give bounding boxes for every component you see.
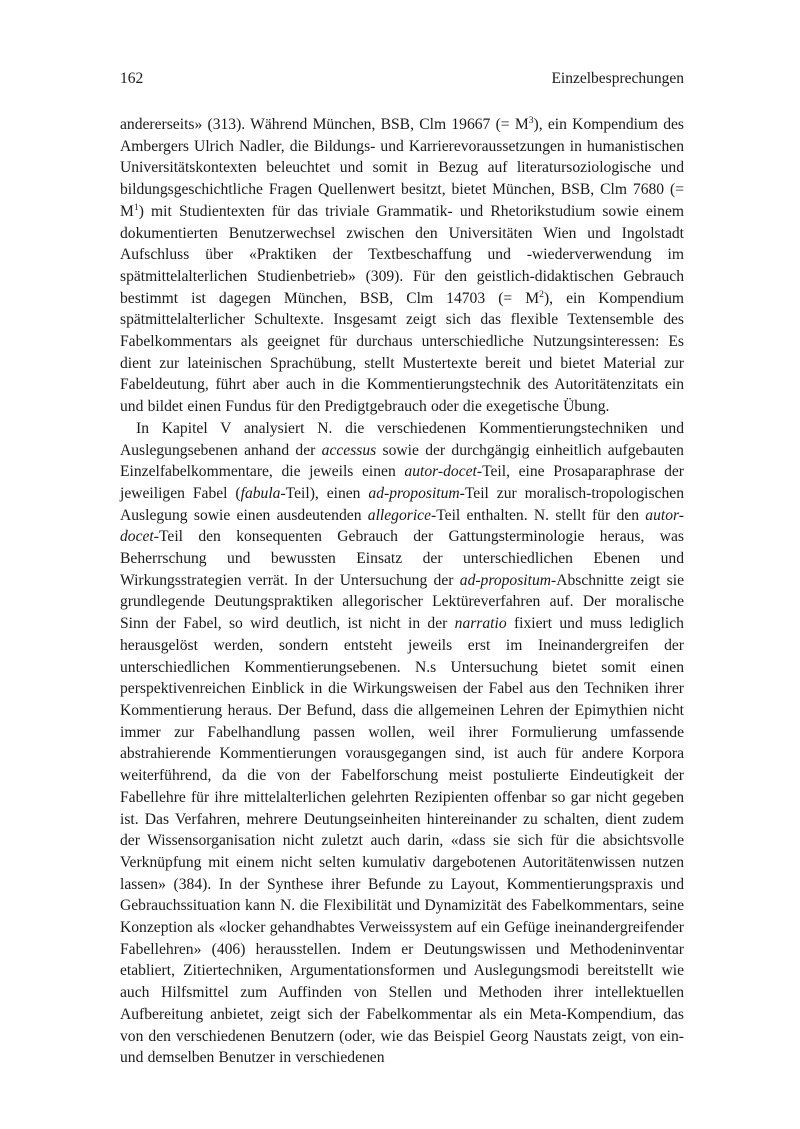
body-paragraph: andererseits» (313). Während München, BSB, Clm 19667 (= $M^3$), ein Kompendium des Ambergers Ulrich Nadler, die Bildungs- und Karrierevoraussetzungen in humanistischen Universitätskontexten beleuchtet und somit in Bezug auf literatursoziologische und bildungsgeschichtliche Fragen Quellenwert besitzt, bietet München, BSB, Clm 7680 (= $M^1$) mit Studientexten für das triviale Grammatik- und Rhetorikstudium sowie einem dokumentierten Benutzerwechsel zwischen den Universitäten Wien und Ingolstadt Aufschluss über «Praktiken der Textbeschaffung und -wiederverwendung im spätmittelalterlichen Studienbetrieb» (309). Für den geistlich-didaktischen Gebrauch bestimmt ist dagegen München, BSB, Clm 14703 (= $M^2$), ein Kompendium spätmittelalterlicher Schultexte. Insgesamt zeigt sich das flexible Textensemble des Fabelkommentars als geeignet für durchaus unterschiedliche Nutzungsinteressen: Es dient zur lateinischen Sprachübung, stellt Mustertexte bereit und bietet Material zur Fabeldeutung, führt aber auch in die Kommentierungstechnik des Autoritätenzitats ein und bildet einen Fundus für den Predigtgebrauch oder die exegetische Übung.	[120, 114, 685, 416]
page-content	[120, 70, 684, 1069]
running-header	[120, 70, 684, 88]
section-title: Einzelbesprechungen	[551, 70, 684, 87]
page-number: 162	[120, 70, 144, 87]
body-paragraph: In Kapitel V analysiert N. die verschiedenen Kommentierungstechniken und Auslegungsebenen anhand der accessus sowie der durchgängig einheitlich aufgebauten Einzelfabelkommentare, die jeweils einen autor-docet-Teil, eine Prosaparaphrase der jeweiligen Fabel (fabula-Teil), einen ad-propositum-Teil zur moralisch-tropologischen Auslegung sowie einen ausdeutenden allegorice-Teil enthalten. N. stellt für den autor-docet-Teil den konsequenten Gebrauch der Gattungsterminologie heraus, was Beherrschung und bewussten Einsatz der unterschiedlichen Ebenen und Wirkungsstrategien verrät. In der Untersuchung der ad-propositum-Abschnitte zeigt sie grundlegende Deutungspraktiken allegorischer Lektüreverfahren auf. Der moralische Sinn der Fabel, so wird deutlich, ist nicht in der narratio fixiert und muss lediglich herausgelöst werden, sondern entsteht jeweils erst im Ineinandergreifen der unterschiedlichen Kommentierungsebenen. N.s Untersuchung bietet somit einen perspektivenreichen Einblick in die Wirkungsweisen der Fabel aus den Techniken ihrer Kommentierung heraus. Der Befund, dass die allgemeinen Lehren der Epimythien nicht immer zur Fabelhandlung passen wollen, weil ihrer Formulierung umfassende abstrahierende Kommentierungen vorausgegangen sind, ist auch für andere Korpora weiterführend, da die von der Fabelforschung meist postulierte Eindeutigkeit der Fabellehre für ihre mittelalterlichen gelehrten Rezipienten offenbar so gar nicht gegeben ist. Das Verfahren, mehrere Deutungseinheiten hintereinander zu schalten, dient zudem der Wissensorganisation nicht zuletzt auch darin, «dass sie sich für die absichtsvolle Verknüpfung mit einem nicht selten kumulativ dargebotenen Autoritätenwissen nutzen lassen» (384). In der Synthese ihrer Befunde zu Layout, Kommentierungspraxis und Gebrauchssituation kann N. die Flexibilität und Dynamizität des Fabelkommentars, seine Konzeption als «locker gehandhabtes Verweissystem auf ein Gefüge ineinandergreifender Fabellehren» (406) herausstellen. Indem er Deutungswissen und Methodeninventar etabliert, Zitiertechniken, Argumentationsformen und Auslegungsmodi bereitstellt wie auch Hilfsmittel zum Auffinden von Stellen und Methoden ihrer intellektuellen Aufbereitung anbietet, zeigt sich der Fabelkommentar als ein Meta-Kompendium, das von den verschiedenen Benutzern (oder, wie das Beispiel Georg Naustats zeigt, von ein- und demselben Benutzer in verschiedenen	[120, 419, 684, 1067]
page-body	[120, 114, 684, 1069]
